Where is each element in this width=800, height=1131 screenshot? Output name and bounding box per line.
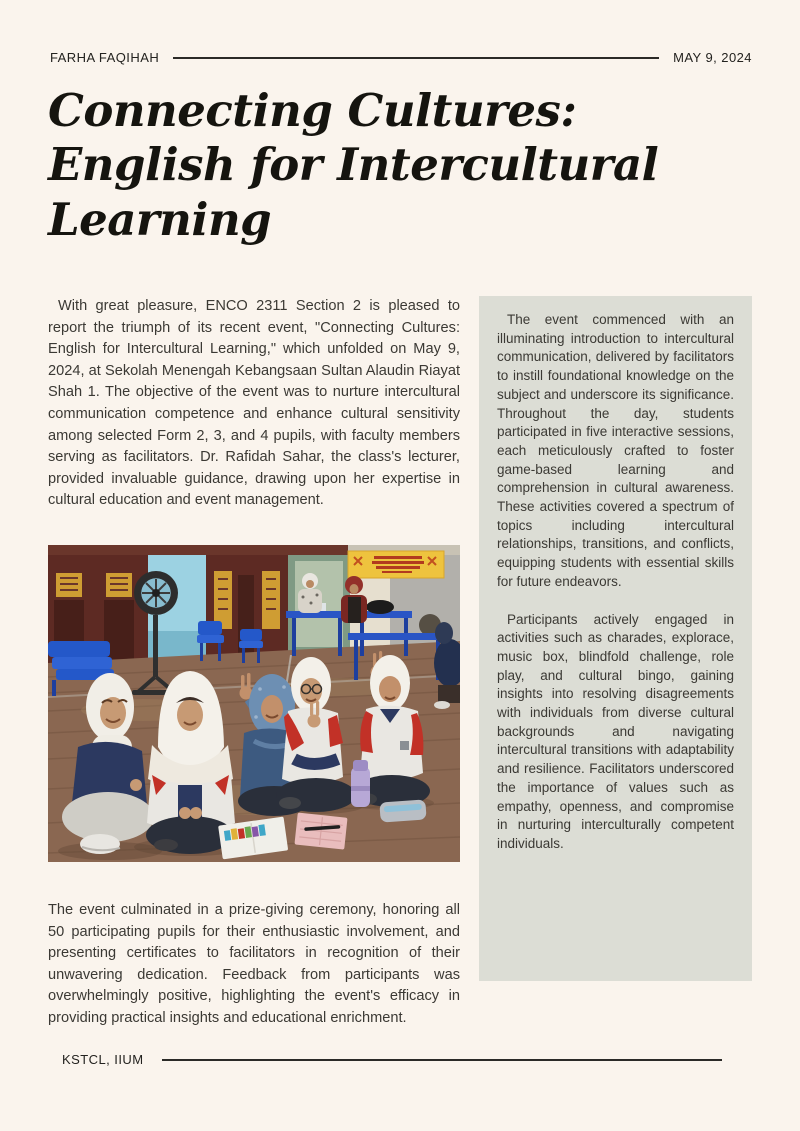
- header-rule: [173, 57, 659, 59]
- article-title: [48, 84, 658, 247]
- title-line-1: Connecting Cultures:: [48, 84, 577, 137]
- left-column: [48, 296, 460, 1030]
- footer-rule: [162, 1059, 722, 1061]
- closing-paragraph: The event culminated in a prize-giving ceremony, honoring all 50 participating pupils for their enthusiastic involvement, and presenting certificates to facilitators in recognition of their unwavering dedication. Feedback from participants was overwhelmingly positive, highlighting the event's efficacy in providing practical insights and educational enrichment.: [48, 901, 460, 1026]
- page-footer: [62, 1052, 722, 1067]
- article-body: [48, 296, 752, 1030]
- highlight-panel: [479, 296, 752, 981]
- page-header: [50, 50, 752, 65]
- issue-date: MAY 9, 2024: [673, 50, 752, 65]
- title-line-2: English for Intercultural: [48, 138, 659, 192]
- footer-label: KSTCL, IIUM: [62, 1052, 144, 1067]
- intro-paragraph: With great pleasure, ENCO 2311 Section 2 is pleased to report the triumph of its recent event, "Connecting Cultures: English for Intercultural Learning," which unfolded on May 9, 2024, at Sekolah Menengah Kebangsaan Sultan Alaudin Riayat Shah 1. The objective of the event was to nurture intercultural communication competence and enhance cultural sensitivity among selected Form 2, 3, and 4 pupils, with faculty members serving as facilitators. Dr. Rafidah Sahar, the class's lecturer, provided invaluable guidance, drawing upon her expertise in cultural education and event management.: [48, 298, 460, 509]
- author-name: FARHA FAQIHAH: [50, 50, 160, 65]
- panel-paragraph-2: Participants actively engaged in activities such as charades, explorace, music box, blindfold challenge, role play, and cultural bingo, gaining insights into resolving disagreements with individuals from diverse cultural backgrounds and navigating intercultural transitions with adaptability and resilience. Facilitators underscored the importance of values such as empathy, openness, and compromise in nurturing interculturally competent individuals.: [497, 611, 734, 851]
- title-line-3: Learning: [48, 192, 272, 246]
- panel-paragraph-1: The event commenced with an illuminating introduction to intercultural communication, delivered by facilitators to instill foundational knowledge on the subject and underscore its significance. Throughout the day, students participated in five interactive sessions, each meticulously crafted to foster game-based learning and comprehension in cultural awareness. These activities covered a spectrum of topics including intercultural relationships, transitions, and conflicts, equipping students with essential skills for future endeavors.: [497, 312, 734, 589]
- event-photo: [48, 545, 460, 862]
